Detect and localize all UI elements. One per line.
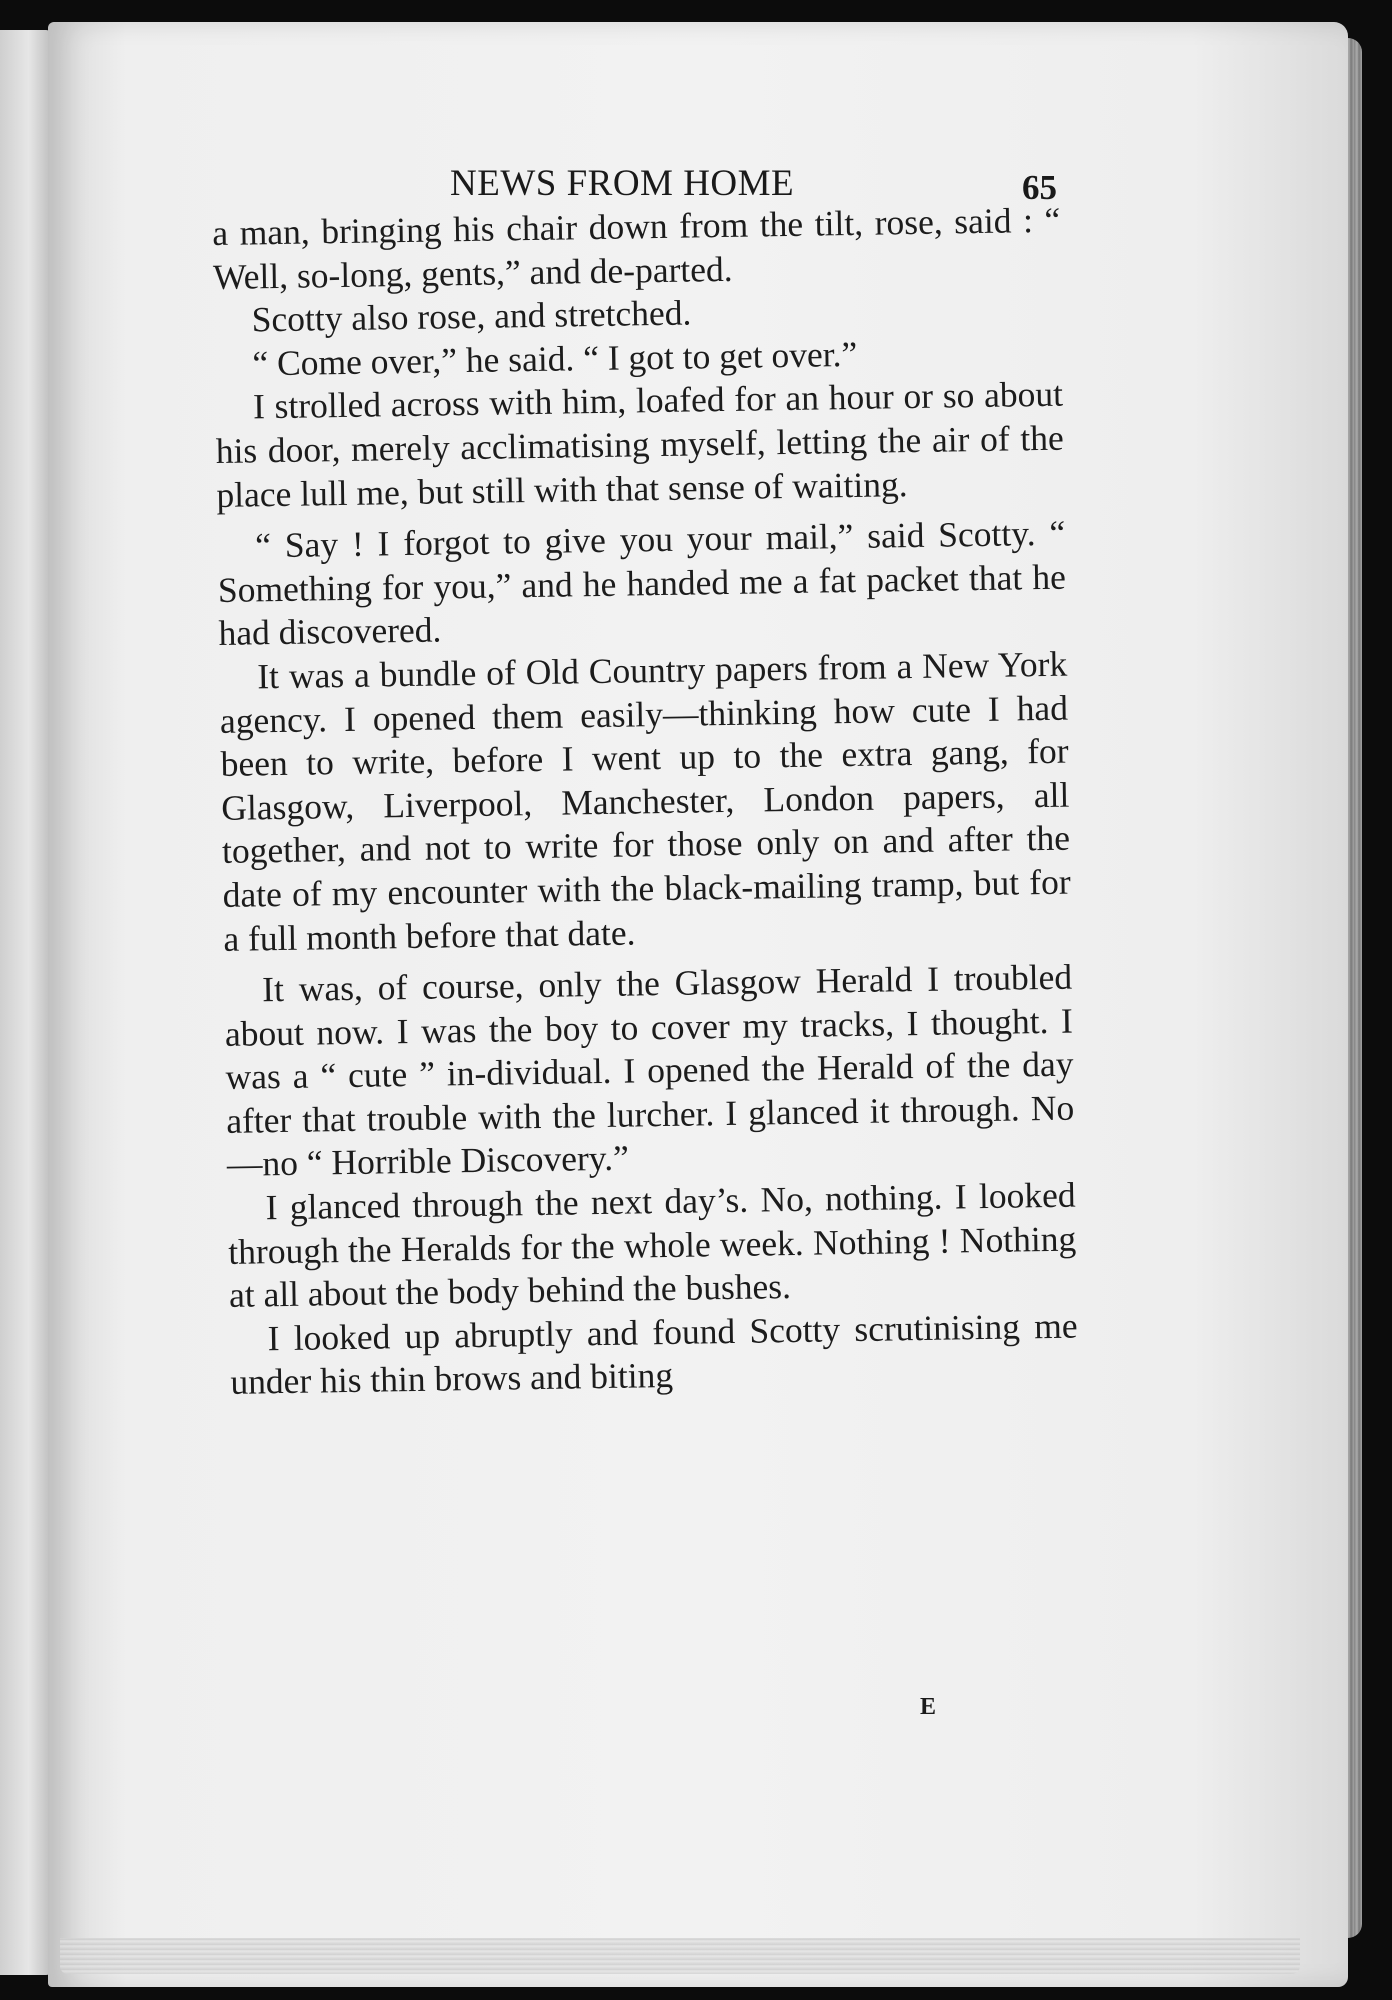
paragraph: “ Come over,” he said. “ I got to get over.”	[252, 333, 858, 384]
signature-mark: E	[920, 1694, 937, 1720]
page-number: 65	[1022, 168, 1057, 207]
page-bottom-edge	[60, 1938, 1300, 1974]
paragraph: It was, of course, only the Glasgow Herald I troubled about now. I was the boy to cover my tracks, I thought. I was a “ cute ” in-dividual. I opened the Herald of the day after that trouble with the lurcher. I glanced it through. No—no “ Horrible Discovery.”	[224, 956, 1075, 1185]
paragraph: I glanced through the next day’s. No, nothing. I looked through the Heralds for the whole week. Nothing ! Nothing at all about the body behind the bushes.	[228, 1174, 1077, 1316]
paragraph: I looked up abruptly and found Scotty scrutinising me under his thin brows and biting	[230, 1305, 1078, 1403]
paragraph: Scotty also rose, and stretched.	[251, 292, 692, 340]
paragraph: I strolled across with him, loafed for an hour or so about his door, merely acclimatising myself, letting the air of the place lull me, but still with that sense of waiting.	[215, 374, 1064, 515]
paragraph: “ Say ! I forgot to give you your mail,” said Scotty. “ Something for you,” and he handed me a fat packet that he had discovered.	[217, 512, 1067, 654]
running-head: NEWS FROM HOME	[450, 163, 795, 204]
body-text	[212, 199, 1079, 1405]
paragraph: It was a bundle of Old Country papers from a New York agency. I opened them easily—thinking how cute I had been to write, before I went up to the extra gang, for Glasgow, Liverpool, Manchester, London papers, all together, and not to write for those only on and after the date of my encounter with the black-mailing tramp, but for a full month before that date.	[219, 643, 1071, 959]
paragraph: a man, bringing his chair down from the tilt, rose, said : “ Well, so-long, gents,” and de-parted.	[212, 199, 1061, 297]
facing-page-edge	[0, 30, 52, 1975]
